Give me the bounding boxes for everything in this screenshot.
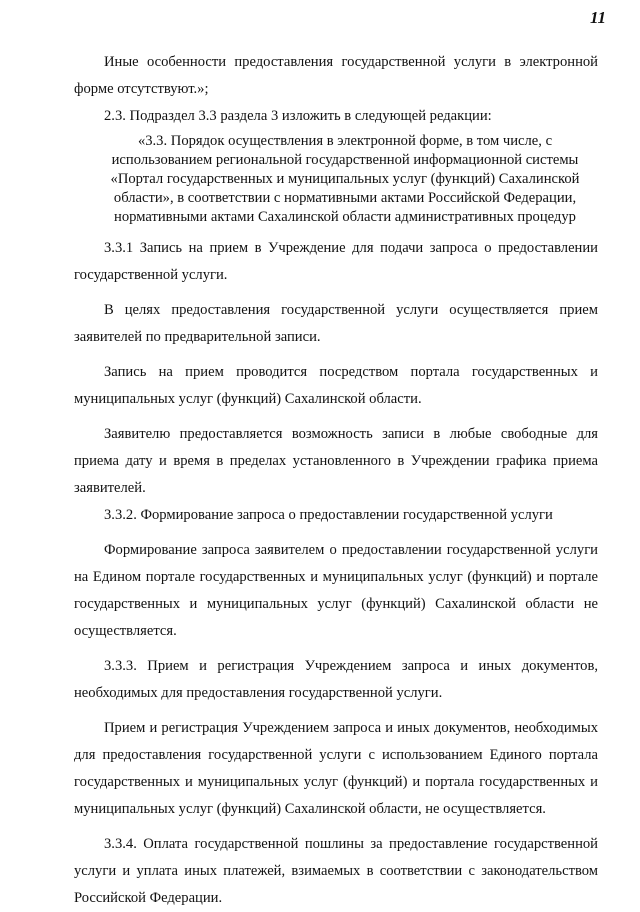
paragraph-preliminary-appointment: В целях предоставления государственной услуги осуществляется прием заявителей по предварительной записи. — [74, 302, 598, 345]
paragraph-3-3-3: 3.3.3. Прием и регистрация Учреждением запроса и иных документов, необходимых для предоставления государственной услуги. — [74, 658, 598, 701]
paragraph-reception-registration: Прием и регистрация Учреждением запроса и иных документов, необходимых для предоставления государственной услуги с использованием Единого портала государственных и муниципальных услуг (функций) и портала государственных и муниципальных услуг (функций) Сахалинской области, не осуществляется. — [74, 720, 598, 817]
subsection-3-3-title: «3.3. Порядок осуществления в электронной форме, в том числе, с использованием региональной государственной информационной системы «Портал государственных и муниципальных услуг (функций) Сахалинской области», в соответствии с нормативными актами Российской Федерации, нормативными актами Сахалинской области административных процедур — [110, 133, 580, 225]
paragraph-amendment-2-3: 2.3. Подраздел 3.3 раздела 3 изложить в следующей редакции: — [104, 108, 492, 124]
paragraph-electronic-features: Иные особенности предоставления государственной услуги в электронной форме отсутствуют.»; — [74, 54, 598, 97]
paragraph-appointment-time: Заявителю предоставляется возможность записи в любые свободные для приема дату и время в пределах установленного в Учреждении графика приема заявителей. — [74, 426, 598, 496]
page-number: 11 — [590, 8, 607, 27]
paragraph-appointment-portal: Запись на прием проводится посредством портала государственных и муниципальных услуг (функций) Сахалинской области. — [74, 364, 598, 407]
paragraph-3-3-2: 3.3.2. Формирование запроса о предоставлении государственной услуги — [104, 507, 553, 523]
document-body — [74, 49, 598, 912]
paragraph-3-3-1: 3.3.1 Запись на прием в Учреждение для подачи запроса о предоставлении государственной услуги. — [74, 240, 598, 283]
paragraph-3-3-4: 3.3.4. Оплата государственной пошлины за предоставление государственной услуги и уплата иных платежей, взимаемых в соответствии с законодательством Российской Федерации. — [74, 836, 598, 906]
paragraph-request-formation: Формирование запроса заявителем о предоставлении государственной услуги на Едином портале государственных и муниципальных услуг (функций) и портале государственных и муниципальных услуг (функций) Сахалинской области не осуществляется. — [74, 542, 598, 639]
